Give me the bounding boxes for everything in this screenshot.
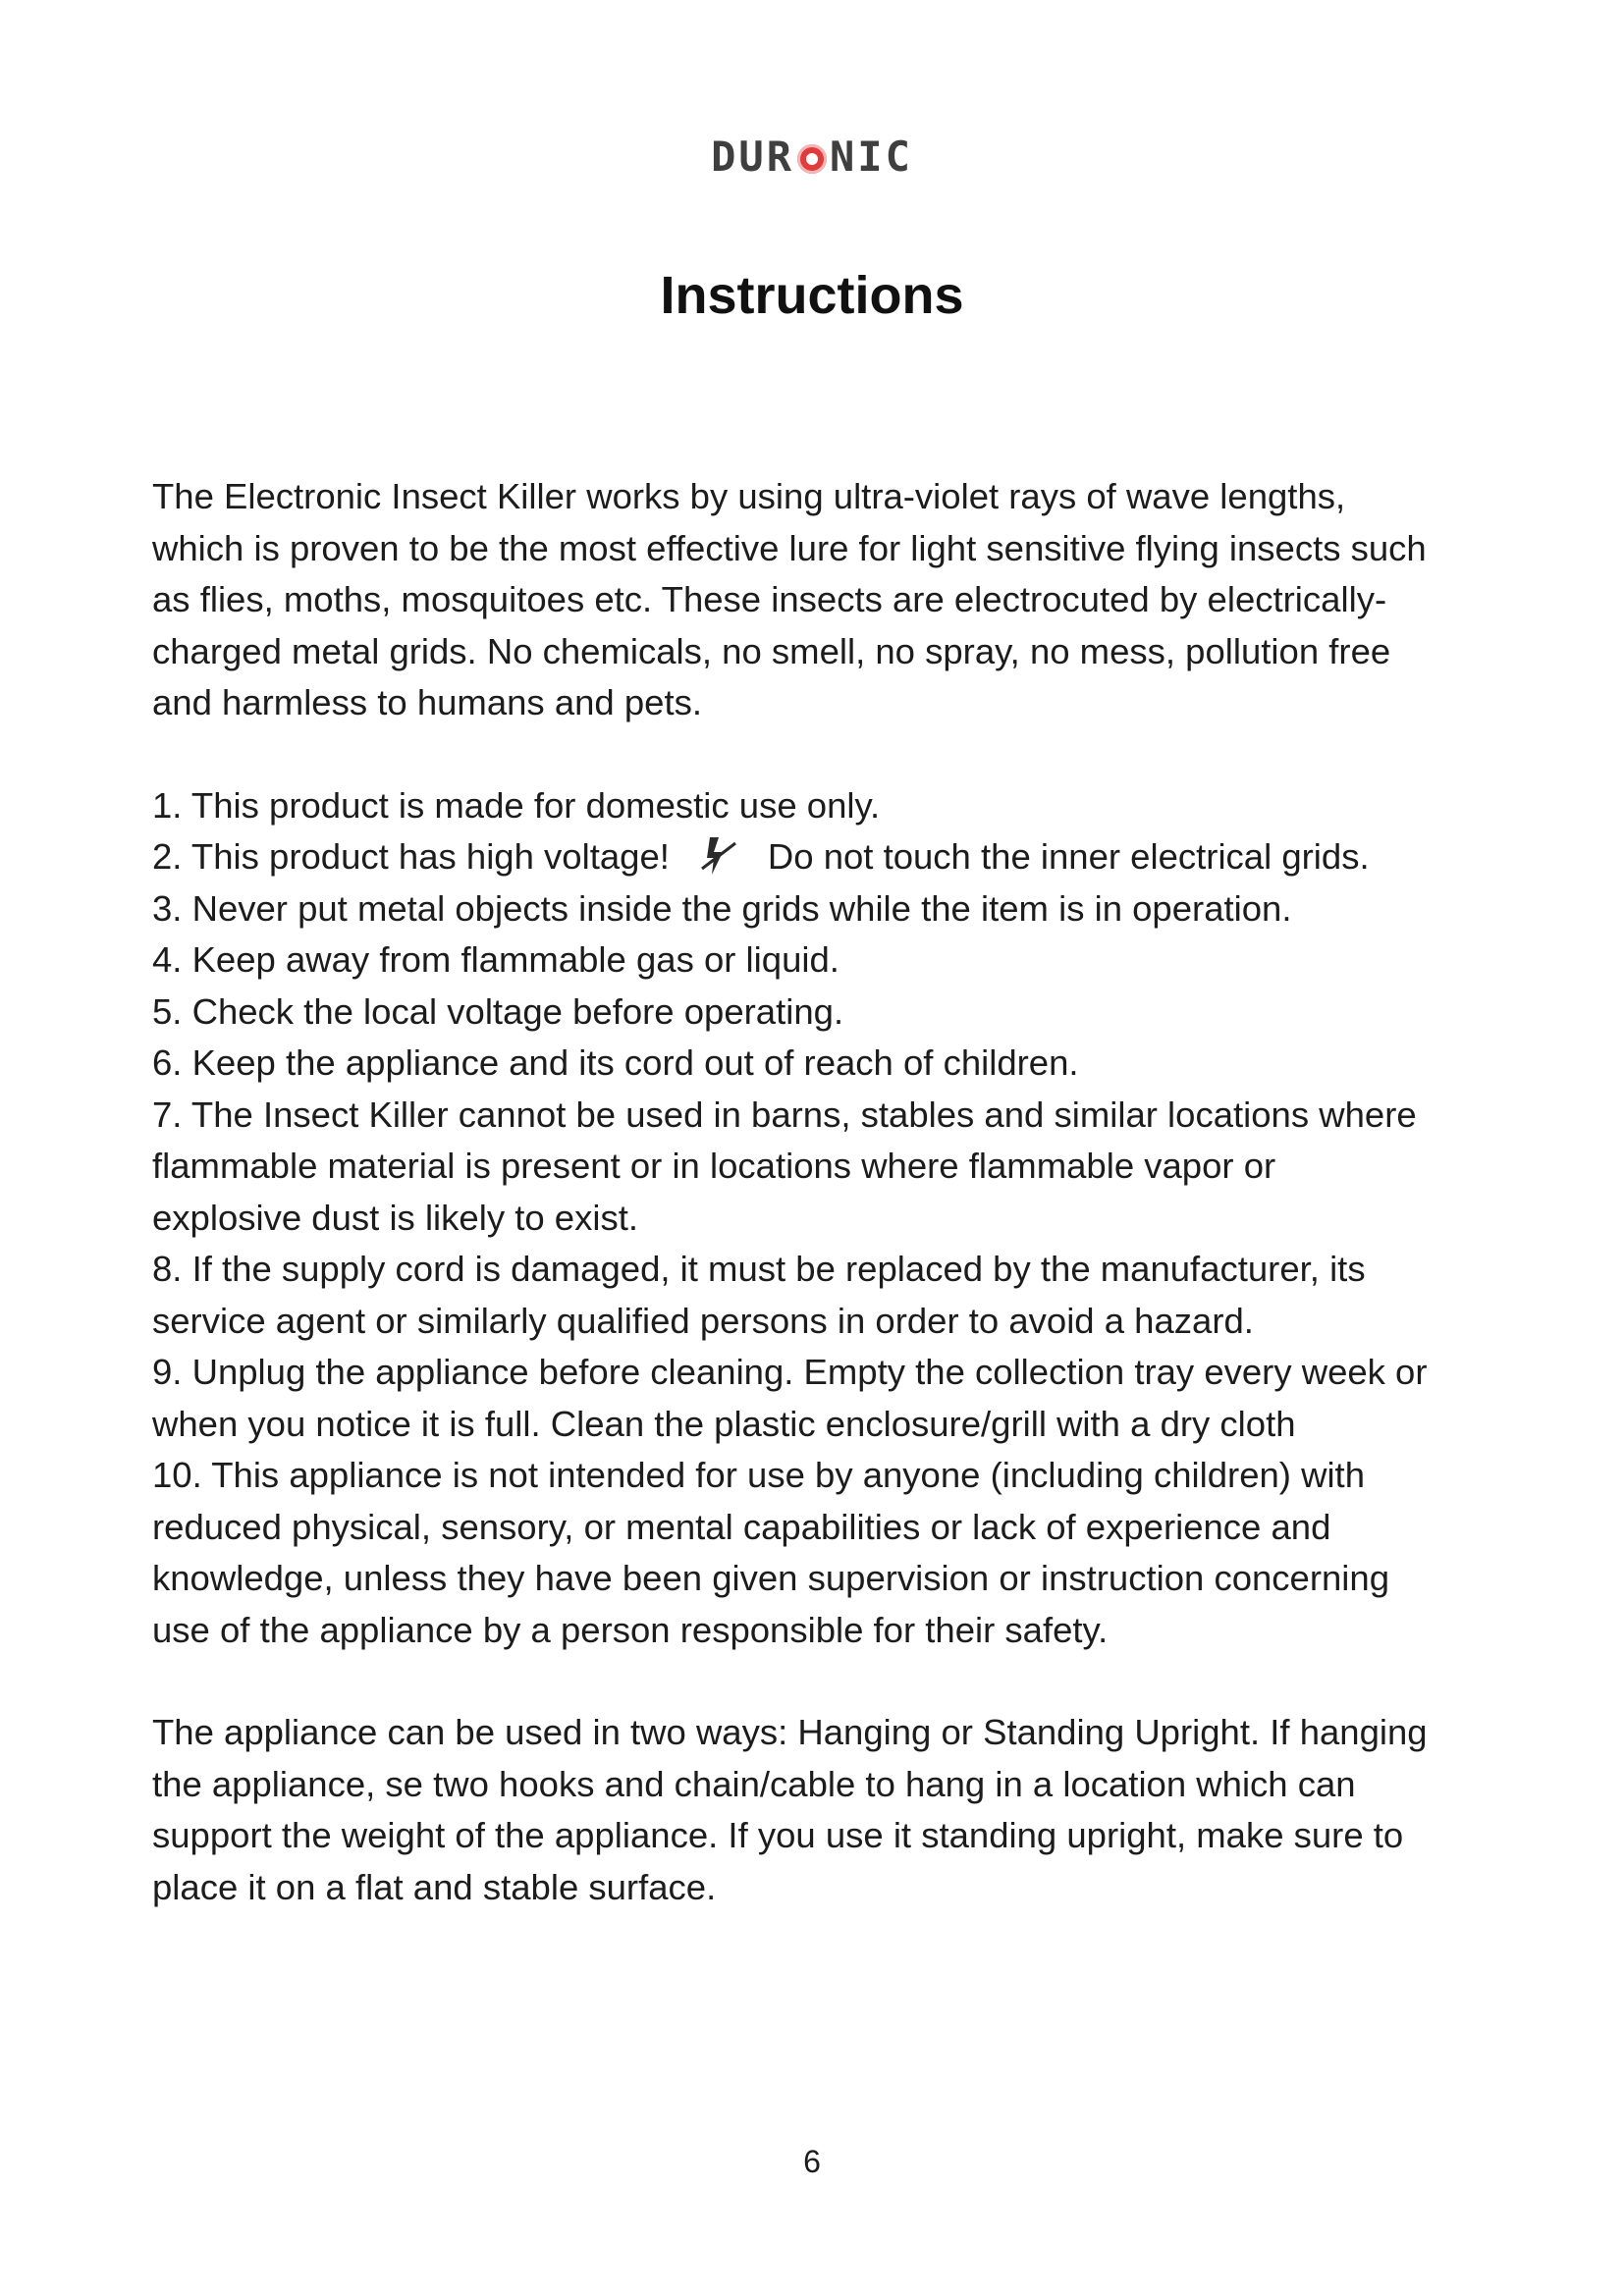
- list-item: 10. This appliance is not intended for use by anyone (including children) with reduced physical, sensory, or mental capabilities or lack of experience and knowledge, unless they have been given supervision or instruction concerning use of the appliance by a person responsible for their safety.: [152, 1455, 1390, 1650]
- document-body: [152, 471, 1429, 1913]
- brand-logo-text-right: NIC: [830, 133, 913, 181]
- list-item: 6. Keep the appliance and its cord out of reach of children.: [152, 1042, 1079, 1083]
- brand-logo-text-left: DUR: [711, 133, 794, 181]
- instruction-list: [152, 780, 1429, 1657]
- list-item: 4. Keep away from flammable gas or liquid.: [152, 939, 839, 980]
- closing-paragraph: The appliance can be used in two ways: Hanging or Standing Upright. If hanging the appliance, se two hooks and chain/cable to hang in a location which can support the weight of the appliance. If you use it standing upright, make sure to place it on a flat and stable surface.: [152, 1712, 1428, 1907]
- list-item: 3. Never put metal objects inside the grids while the item is in operation.: [152, 887, 1292, 929]
- list-item: 9. Unplug the appliance before cleaning. Empty the collection tray every week or when you notice it is full. Clean the plastic enclosure/grill with a dry cloth: [152, 1352, 1428, 1444]
- intro-paragraph: The Electronic Insect Killer works by using ultra-violet rays of wave lengths, which is proven to be the most effective lure for light sensitive flying insects such as flies, moths, mosquitoes etc. These insects are electrocuted by electrically-charged metal grids. No chemicals, no smell, no spray, no mess, pollution free and harmless to humans and pets.: [152, 476, 1427, 722]
- page-number: 6: [803, 2144, 821, 2179]
- list-item: 8. If the supply cord is damaged, it must be replaced by the manufacturer, its service agent or similarly qualified persons in order to avoid a hazard.: [152, 1249, 1366, 1341]
- high-voltage-icon: [699, 835, 738, 877]
- power-button-icon: [797, 144, 827, 174]
- list-item-text: 2. This product has high voltage!: [152, 836, 670, 877]
- list-item: 5. Check the local voltage before operating.: [152, 990, 844, 1032]
- list-item: [152, 831, 1429, 883]
- list-item-text-suffix: Do not touch the inner electrical grids.: [767, 836, 1370, 877]
- brand-logo: [0, 133, 1624, 181]
- list-item: 7. The Insect Killer cannot be used in barns, stables and similar locations where flammable material is present or in locations where flammable vapor or explosive dust is likely to exist.: [152, 1094, 1417, 1238]
- page-title: Instructions: [660, 266, 964, 325]
- list-item: 1. This product is made for domestic use only.: [152, 784, 881, 826]
